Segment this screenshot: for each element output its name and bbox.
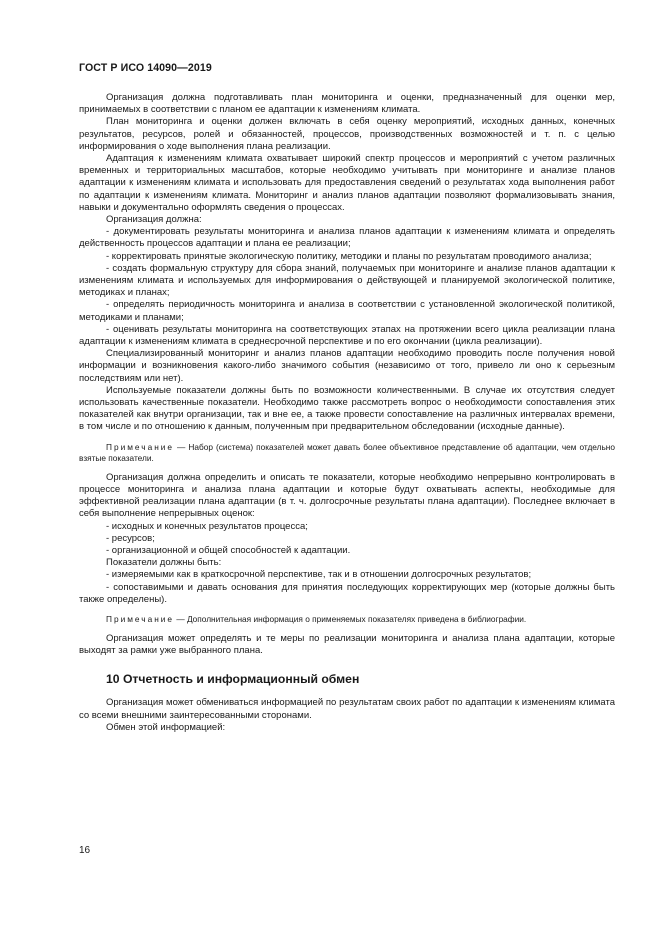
list-item: - оценивать результаты мониторинга на соответствующих этапах на протяжении всего цикла реализации плана адаптации к изменениям климата в среднесрочной перспективе и по его окончании (цикла реализации).: [79, 323, 615, 348]
list-item: - корректировать принятые экологическую политику, методики и планы по результатам проводимого анализа;: [106, 250, 592, 262]
list-item: - создать формальную структуру для сбора знаний, получаемых при мониторинге и анализе планов адаптации к изменениям климата и используемых для информирования о действующей и планируемой экологической политике, методиках и планах;: [79, 262, 615, 299]
list-item: - определять периодичность мониторинга и анализа в соответствии с установленной экологической политикой, методиками и планами;: [79, 299, 615, 323]
note: [79, 614, 615, 625]
document-body: [79, 92, 615, 734]
paragraph: Организация может определять и те меры по реализации мониторинга и анализа плана адаптации, которые выходят за рамки уже выбранного плана.: [79, 632, 615, 657]
paragraph: Организация должна подготавливать план мониторинга и оценки, предназначенный для оценки мер, принимаемых в соответствии с планом ее адаптации к изменениям климата.: [79, 92, 615, 116]
paragraph: Обмен этой информацией:: [106, 721, 226, 733]
document-header: ГОСТ Р ИСО 14090—2019: [79, 62, 212, 74]
paragraph: План мониторинга и оценки должен включать в себя оценку мероприятий, исходных данных, конечных результатов, ресурсов, ролей и обязанностей, процессов, производственных возможностей и т. п. с целью информирования о ходе выполнения плана реализации.: [79, 116, 615, 152]
list-item: - сопоставимыми и давать основания для принятия последующих корректирующих мер (которые должны быть также определены).: [79, 581, 615, 605]
note-label: Примечание: [106, 441, 175, 452]
section-heading: 10 Отчетность и информационный обмен: [106, 672, 360, 687]
paragraph: Специализированный мониторинг и анализ планов адаптации необходимо проводить после получения новой информации и возникновения какого-либо значимого события (независимо от того, привело ли оно к серьезным последствиям или нет).: [79, 348, 615, 384]
paragraph: Показатели должны быть:: [106, 557, 222, 569]
list-item: - документировать результаты мониторинга и анализа планов адаптации к изменениям климата и определять действенность процессов адаптации и плана ее реализации;: [79, 226, 615, 250]
note-text: — Дополнительная информация о применяемых показателях приведена в библиографии.: [174, 613, 527, 624]
note-label: Примечание: [106, 613, 175, 624]
note: [79, 442, 615, 464]
paragraph: Организация должна определить и описать те показатели, которые необходимо непрерывно контролировать в процессе мониторинга и анализа плана адаптации и которые будут охватывать аспекты, необходимые для эффективной реализации плана адаптации (в т. ч. долгосрочные результаты плана адаптации). Последнее включает в себя выполнение непрерывных оценок:: [79, 471, 615, 520]
list-item: - ресурсов;: [106, 532, 155, 544]
list-item: - измеряемыми как в краткосрочной перспективе, так и в отношении долгосрочных результатов;: [106, 569, 532, 581]
page-number: 16: [79, 845, 91, 856]
list-item: - исходных и конечных результатов процесса;: [106, 520, 308, 532]
paragraph: Адаптация к изменениям климата охватывает широкий спектр процессов и мероприятий с учетом различных временных и территориальных масштабов, которые необходимо учитывать при мониторинге и анализе планов адаптации к изменениям климата и использовать для предоставления сведений о результатах хода выполнения работ по адаптации к изменениям климата. Мониторинг и анализ планов адаптации позволяют формализовывать знания, навыки и документально оформлять сведения о процессах.: [79, 153, 615, 213]
list-item: - организационной и общей способностей к адаптации.: [106, 544, 351, 556]
paragraph: Организация может обмениваться информацией по результатам своих работ по адаптации к изменениям климата со всеми внешними заинтересованными сторонами.: [79, 697, 615, 721]
note-text: — Набор (система) показателей может давать более объективное представление об адаптации, чем отдельно взятые показатели.: [79, 441, 615, 463]
paragraph: Используемые показатели должны быть по возможности количественными. В случае их отсутствия следует использовать качественные показатели. Необходимо также рассмотреть вопрос о необходимости сопоставления этих показателей как внутри организации, так и вне ее, а также провести сопоставление на различных интервалах времени, в том числе и по отношению к данным, полученным при предварительном обследовании (исходные данные).: [79, 384, 615, 433]
paragraph: Организация должна:: [106, 214, 202, 226]
